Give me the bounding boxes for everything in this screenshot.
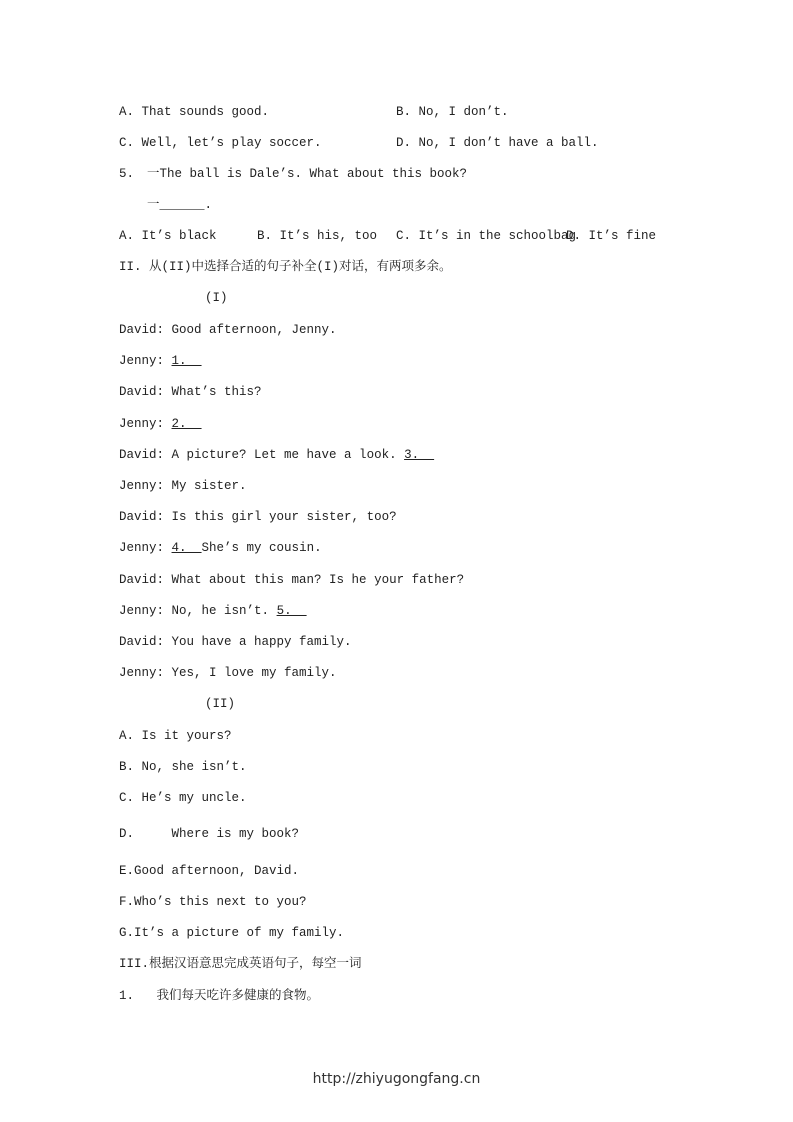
line-text: No, he isn’t. [171, 604, 270, 618]
option-b: B. No, she isn’t. [119, 760, 247, 774]
line-text: You have a happy family. [171, 635, 352, 649]
speaker: David: [119, 323, 165, 337]
dialogue-line-2 [119, 353, 202, 369]
line-text: Yes, I love my family. [171, 666, 337, 680]
speaker: Jenny: [119, 604, 165, 618]
dialogue-line-12 [119, 665, 337, 681]
part1-label: (I) [205, 291, 228, 305]
part2-label: (II) [205, 697, 236, 711]
line-text: My sister. [171, 479, 247, 493]
q4-option-a: A. That sounds good. [119, 105, 270, 119]
q4-option-c: C. Well, let’s play soccer. [119, 136, 322, 150]
option-e: E.Good afternoon, David. [119, 864, 300, 878]
section3-heading: III.根据汉语意思完成英语句子，每空一词 [119, 957, 362, 971]
footer-url: http://zhiyugongfang.cn [312, 1071, 481, 1087]
answer-blank: 2. [171, 417, 202, 431]
line-text: She’s my cousin. [201, 541, 322, 555]
line-text: Is this girl your sister, too? [171, 510, 397, 524]
speaker: Jenny: [119, 417, 165, 431]
option-g: G.It’s a picture of my family. [119, 926, 345, 940]
section2-heading: II. 从(II)中选择合适的句子补全(I)对话，有两项多余。 [119, 260, 452, 274]
q5-option-d: D. It’s fine [566, 229, 657, 243]
dialogue-line-6 [119, 478, 247, 494]
answer-blank: 1. [171, 354, 202, 368]
dialogue-line-9 [119, 572, 464, 588]
dialogue-line-10 [119, 603, 307, 619]
q4-option-b: B. No, I don’t. [396, 105, 509, 119]
q5-option-a: A. It’s black [119, 229, 217, 243]
dialogue-line-3 [119, 384, 262, 400]
q4-option-d: D. No, I don’t have a ball. [396, 136, 599, 150]
line-text: What about this man? Is he your father? [171, 573, 465, 587]
dialogue-line-7 [119, 509, 397, 525]
speaker: David: [119, 573, 165, 587]
q5-option-c: C. It’s in the schoolbag [396, 229, 577, 243]
line-text: What’s this? [171, 385, 262, 399]
speaker: Jenny: [119, 541, 165, 555]
option-c: C. He’s my uncle. [119, 791, 247, 805]
dialogue-line-4 [119, 416, 202, 432]
speaker: Jenny: [119, 479, 165, 493]
answer-blank: 5. [276, 604, 307, 618]
line-text: A picture? Let me have a look. [171, 448, 397, 462]
speaker: David: [119, 510, 165, 524]
q5-option-b: B. It’s his, too [257, 229, 378, 243]
q5-answer-line: 一______. [147, 198, 213, 212]
answer-blank: 4. [171, 541, 202, 555]
line-text: Good afternoon, Jenny. [171, 323, 337, 337]
option-d: D. Where is my book? [119, 827, 300, 841]
speaker: David: [119, 635, 165, 649]
section3-item-1: 1. 我们每天吃许多健康的食物。 [119, 989, 320, 1003]
speaker: David: [119, 385, 165, 399]
dialogue-line-8 [119, 540, 322, 556]
dialogue-line-11 [119, 634, 352, 650]
dialogue-line-1 [119, 322, 337, 338]
speaker: Jenny: [119, 666, 165, 680]
q5-stem: 一The ball is Dale’s. What about this book? [147, 167, 468, 181]
dialogue-line-5 [119, 447, 434, 463]
option-a: A. Is it yours? [119, 729, 232, 743]
q5-number: 5. [119, 167, 135, 181]
answer-blank: 3. [404, 448, 435, 462]
speaker: David: [119, 448, 165, 462]
speaker: Jenny: [119, 354, 165, 368]
option-f: F.Who’s this next to you? [119, 895, 307, 909]
